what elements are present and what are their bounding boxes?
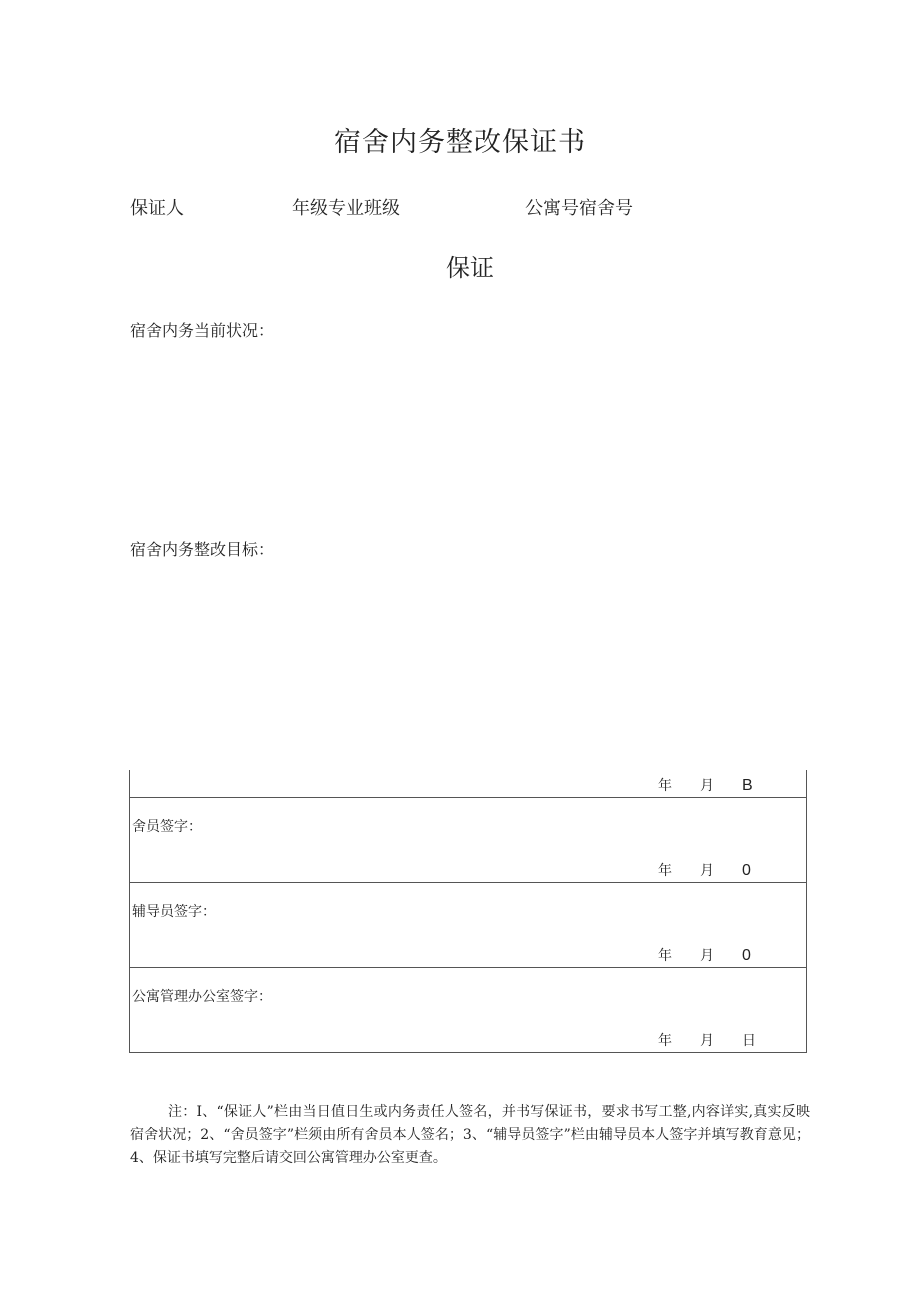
apartment-dorm-field-label: 公寓号宿舍号 (525, 198, 633, 219)
footnote: 注：I、“保证人”栏由当日值日生或内务责任人签名，并书写保证书，要求书写工整,内容详实,真实反映宿舍状况；2、“舍员签字”栏须由所有舍员本人签名；3、“辅导员签字”栏由辅导员本人签字并填写教育意见；4、保证书填写完整后请交回公寓管理办公室更查。 (130, 1104, 810, 1166)
rectification-target-label: 宿舍内务整改目标： (130, 540, 275, 559)
signature-row-apartment-office (129, 968, 807, 1053)
current-status-label: 宿舍内务当前状况： (130, 321, 275, 340)
document-title: 宿舍内务整改保证书 (334, 127, 586, 158)
guarantor-field-label: 保证人 (130, 198, 184, 219)
section-subtitle: 保证 (446, 254, 494, 282)
date-month-label: 月 (700, 1033, 714, 1049)
grade-major-class-field-label: 年级专业班级 (292, 198, 400, 219)
date-day-label: 0 (742, 862, 751, 879)
date-month-label: 月 (700, 948, 714, 964)
signature-row-counselor (129, 883, 807, 968)
date-month-label: 月 (700, 778, 714, 794)
signature-row-guarantor-date (129, 770, 807, 798)
date-year-label: 年 (658, 778, 672, 794)
signature-table (129, 770, 807, 1053)
roommates-signature-label: 舍员签字： (132, 819, 202, 835)
date-year-label: 年 (658, 863, 672, 879)
date-year-label: 年 (658, 1033, 672, 1049)
date-day-label: B (742, 777, 753, 794)
signature-row-roommates (129, 798, 807, 883)
date-year-label: 年 (658, 948, 672, 964)
date-day-label: 日 (742, 1033, 756, 1049)
date-month-label: 月 (700, 863, 714, 879)
date-day-label: 0 (742, 947, 751, 964)
apartment-office-signature-label: 公寓管理办公室签字： (132, 989, 272, 1005)
counselor-signature-label: 辅导员签字： (132, 904, 216, 920)
